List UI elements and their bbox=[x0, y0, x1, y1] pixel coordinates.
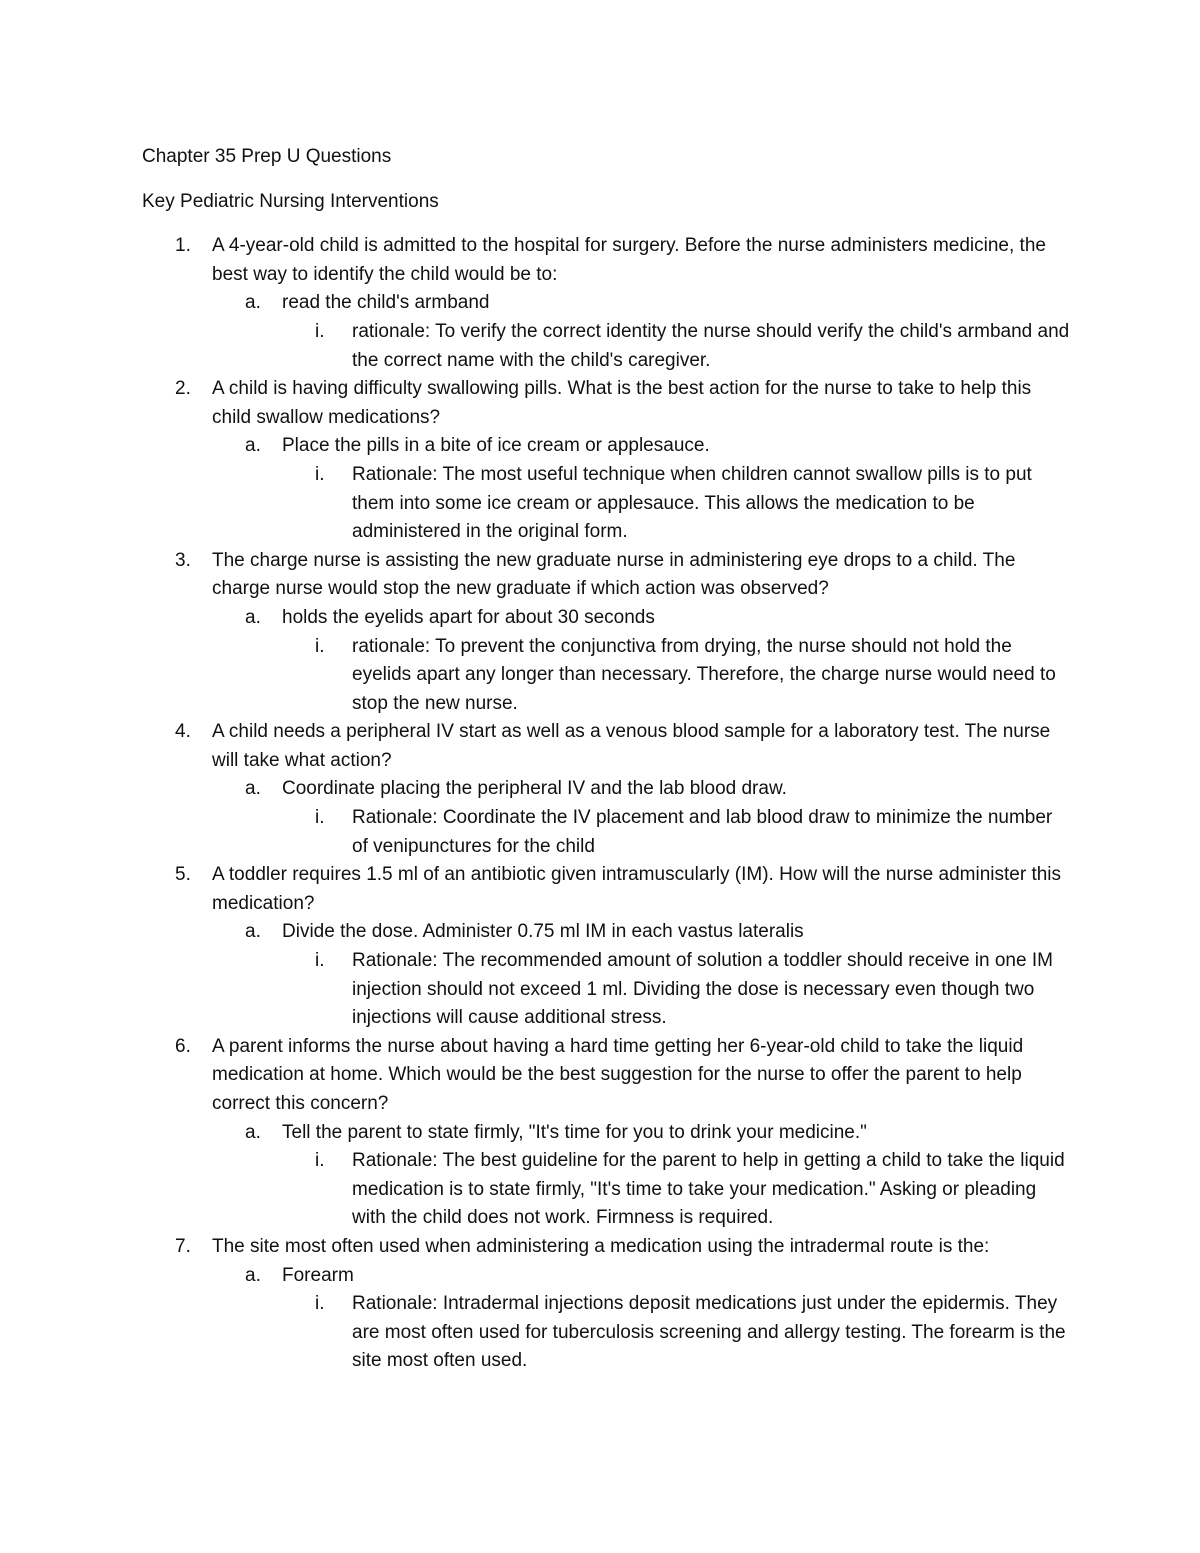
rationale-line bbox=[282, 461, 1072, 547]
answer-text: Divide the dose. Administer 0.75 ml IM in each vastus lateralis bbox=[282, 921, 804, 943]
rationale-container bbox=[282, 804, 1072, 861]
rationale-container bbox=[282, 947, 1072, 1033]
document-content bbox=[142, 143, 1072, 1376]
question-item bbox=[142, 1033, 1072, 1233]
answer-text: Tell the parent to state firmly, "It's time for you to drink your medicine." bbox=[282, 1121, 867, 1143]
question-number: 7. bbox=[175, 1235, 191, 1257]
rationale-text: Rationale: The recommended amount of solution a toddler should receive in one IM injection should not exceed 1 ml. Dividing the dose is necessary even though two injections will cause additional stress. bbox=[352, 950, 1053, 1029]
question-text: The site most often used when administering a medication using the intradermal route is the: bbox=[212, 1235, 990, 1257]
question-text: A 4-year-old child is admitted to the hospital for surgery. Before the nurse administers medicine, the best way to identify the child would be to: bbox=[212, 235, 1046, 285]
answer-text: Forearm bbox=[282, 1264, 354, 1286]
rationale-container bbox=[282, 1147, 1072, 1233]
question-text: A parent informs the nurse about having a hard time getting her 6-year-old child to take the liquid medication at home. Which would be the best suggestion for the nurse to offer the parent to help correct this concern? bbox=[212, 1035, 1024, 1114]
answer-marker: a. bbox=[245, 1264, 261, 1286]
question-number: 1. bbox=[175, 235, 191, 257]
question-text: A child is having difficulty swallowing pills. What is the best action for the nurse to take to help this child swallow medications? bbox=[212, 378, 1032, 428]
question-item bbox=[142, 547, 1072, 719]
answer-line bbox=[212, 1262, 1072, 1291]
rationale-line bbox=[282, 1147, 1072, 1233]
answer-text: read the child's armband bbox=[282, 292, 490, 314]
question-item bbox=[142, 861, 1072, 1033]
question-list bbox=[142, 232, 1072, 1376]
rationale-marker: i. bbox=[315, 635, 325, 657]
answer-line bbox=[212, 775, 1072, 804]
rationale-text: Rationale: The most useful technique when children cannot swallow pills is to put them into some ice cream or applesauce. This allows the medication to be administered in the original form. bbox=[352, 463, 1032, 543]
answer-marker: a. bbox=[245, 1121, 261, 1143]
answer-text: holds the eyelids apart for about 30 seconds bbox=[282, 606, 655, 628]
question-number: 4. bbox=[175, 721, 191, 743]
question-item bbox=[142, 232, 1072, 375]
document-subtitle: Key Pediatric Nursing Interventions bbox=[142, 190, 439, 212]
question-number: 3. bbox=[175, 549, 191, 571]
answer-marker: a. bbox=[245, 778, 261, 800]
answer-marker: a. bbox=[245, 292, 261, 314]
question-item bbox=[142, 718, 1072, 861]
question-text: A child needs a peripheral IV start as well as a venous blood sample for a laboratory test. The nurse will take what action? bbox=[212, 721, 1051, 771]
answer-marker: a. bbox=[245, 435, 261, 457]
rationale-line bbox=[282, 1290, 1072, 1376]
rationale-line bbox=[282, 633, 1072, 719]
rationale-container bbox=[282, 318, 1072, 375]
answer-line bbox=[212, 1119, 1072, 1148]
question-number: 2. bbox=[175, 378, 191, 400]
rationale-text: rationale: To prevent the conjunctiva from drying, the nurse should not hold the eyelids apart any longer than necessary. Therefore, the charge nurse would need to stop the new nurse. bbox=[352, 635, 1056, 714]
rationale-text: Rationale: Intradermal injections deposit medications just under the epidermis. They are most often used for tuberculosis screening and allergy testing. The forearm is the site most often used. bbox=[352, 1293, 1066, 1372]
question-item bbox=[142, 1233, 1072, 1376]
question-number: 5. bbox=[175, 864, 191, 886]
rationale-text: rationale: To verify the correct identity the nurse should verify the child's armband and the correct name with the child's caregiver. bbox=[352, 320, 1070, 371]
answer-line bbox=[212, 432, 1072, 461]
rationale-container bbox=[282, 1290, 1072, 1376]
question-item bbox=[142, 375, 1072, 547]
rationale-line bbox=[282, 318, 1072, 375]
question-text: The charge nurse is assisting the new graduate nurse in administering eye drops to a child. The charge nurse would stop the new graduate if which action was observed? bbox=[212, 549, 1016, 600]
answer-line bbox=[212, 289, 1072, 318]
answer-line bbox=[212, 918, 1072, 947]
answer-marker: a. bbox=[245, 921, 261, 943]
answer-text: Coordinate placing the peripheral IV and the lab blood draw. bbox=[282, 778, 787, 800]
document-title: Chapter 35 Prep U Questions bbox=[142, 146, 392, 167]
answer-text: Place the pills in a bite of ice cream or applesauce. bbox=[282, 435, 710, 457]
rationale-container bbox=[282, 461, 1072, 547]
rationale-line bbox=[282, 947, 1072, 1033]
rationale-marker: i. bbox=[315, 320, 325, 342]
answer-marker: a. bbox=[245, 606, 261, 628]
rationale-marker: i. bbox=[315, 1150, 325, 1172]
rationale-line bbox=[282, 804, 1072, 861]
rationale-marker: i. bbox=[315, 950, 325, 972]
rationale-text: Rationale: The best guideline for the parent to help in getting a child to take the liquid medication is to state firmly, "It's time to take your medication." Asking or pleading with the child does not work. Firmness is required. bbox=[352, 1150, 1065, 1229]
answer-line bbox=[212, 604, 1072, 633]
question-text: A toddler requires 1.5 ml of an antibiotic given intramuscularly (IM). How will the nurse administer this medication? bbox=[212, 864, 1062, 914]
rationale-marker: i. bbox=[315, 1293, 325, 1315]
rationale-text: Rationale: Coordinate the IV placement and lab blood draw to minimize the number of venipunctures for the child bbox=[352, 807, 1053, 857]
rationale-marker: i. bbox=[315, 807, 325, 829]
rationale-container bbox=[282, 633, 1072, 719]
rationale-marker: i. bbox=[315, 463, 325, 485]
question-number: 6. bbox=[175, 1035, 191, 1057]
